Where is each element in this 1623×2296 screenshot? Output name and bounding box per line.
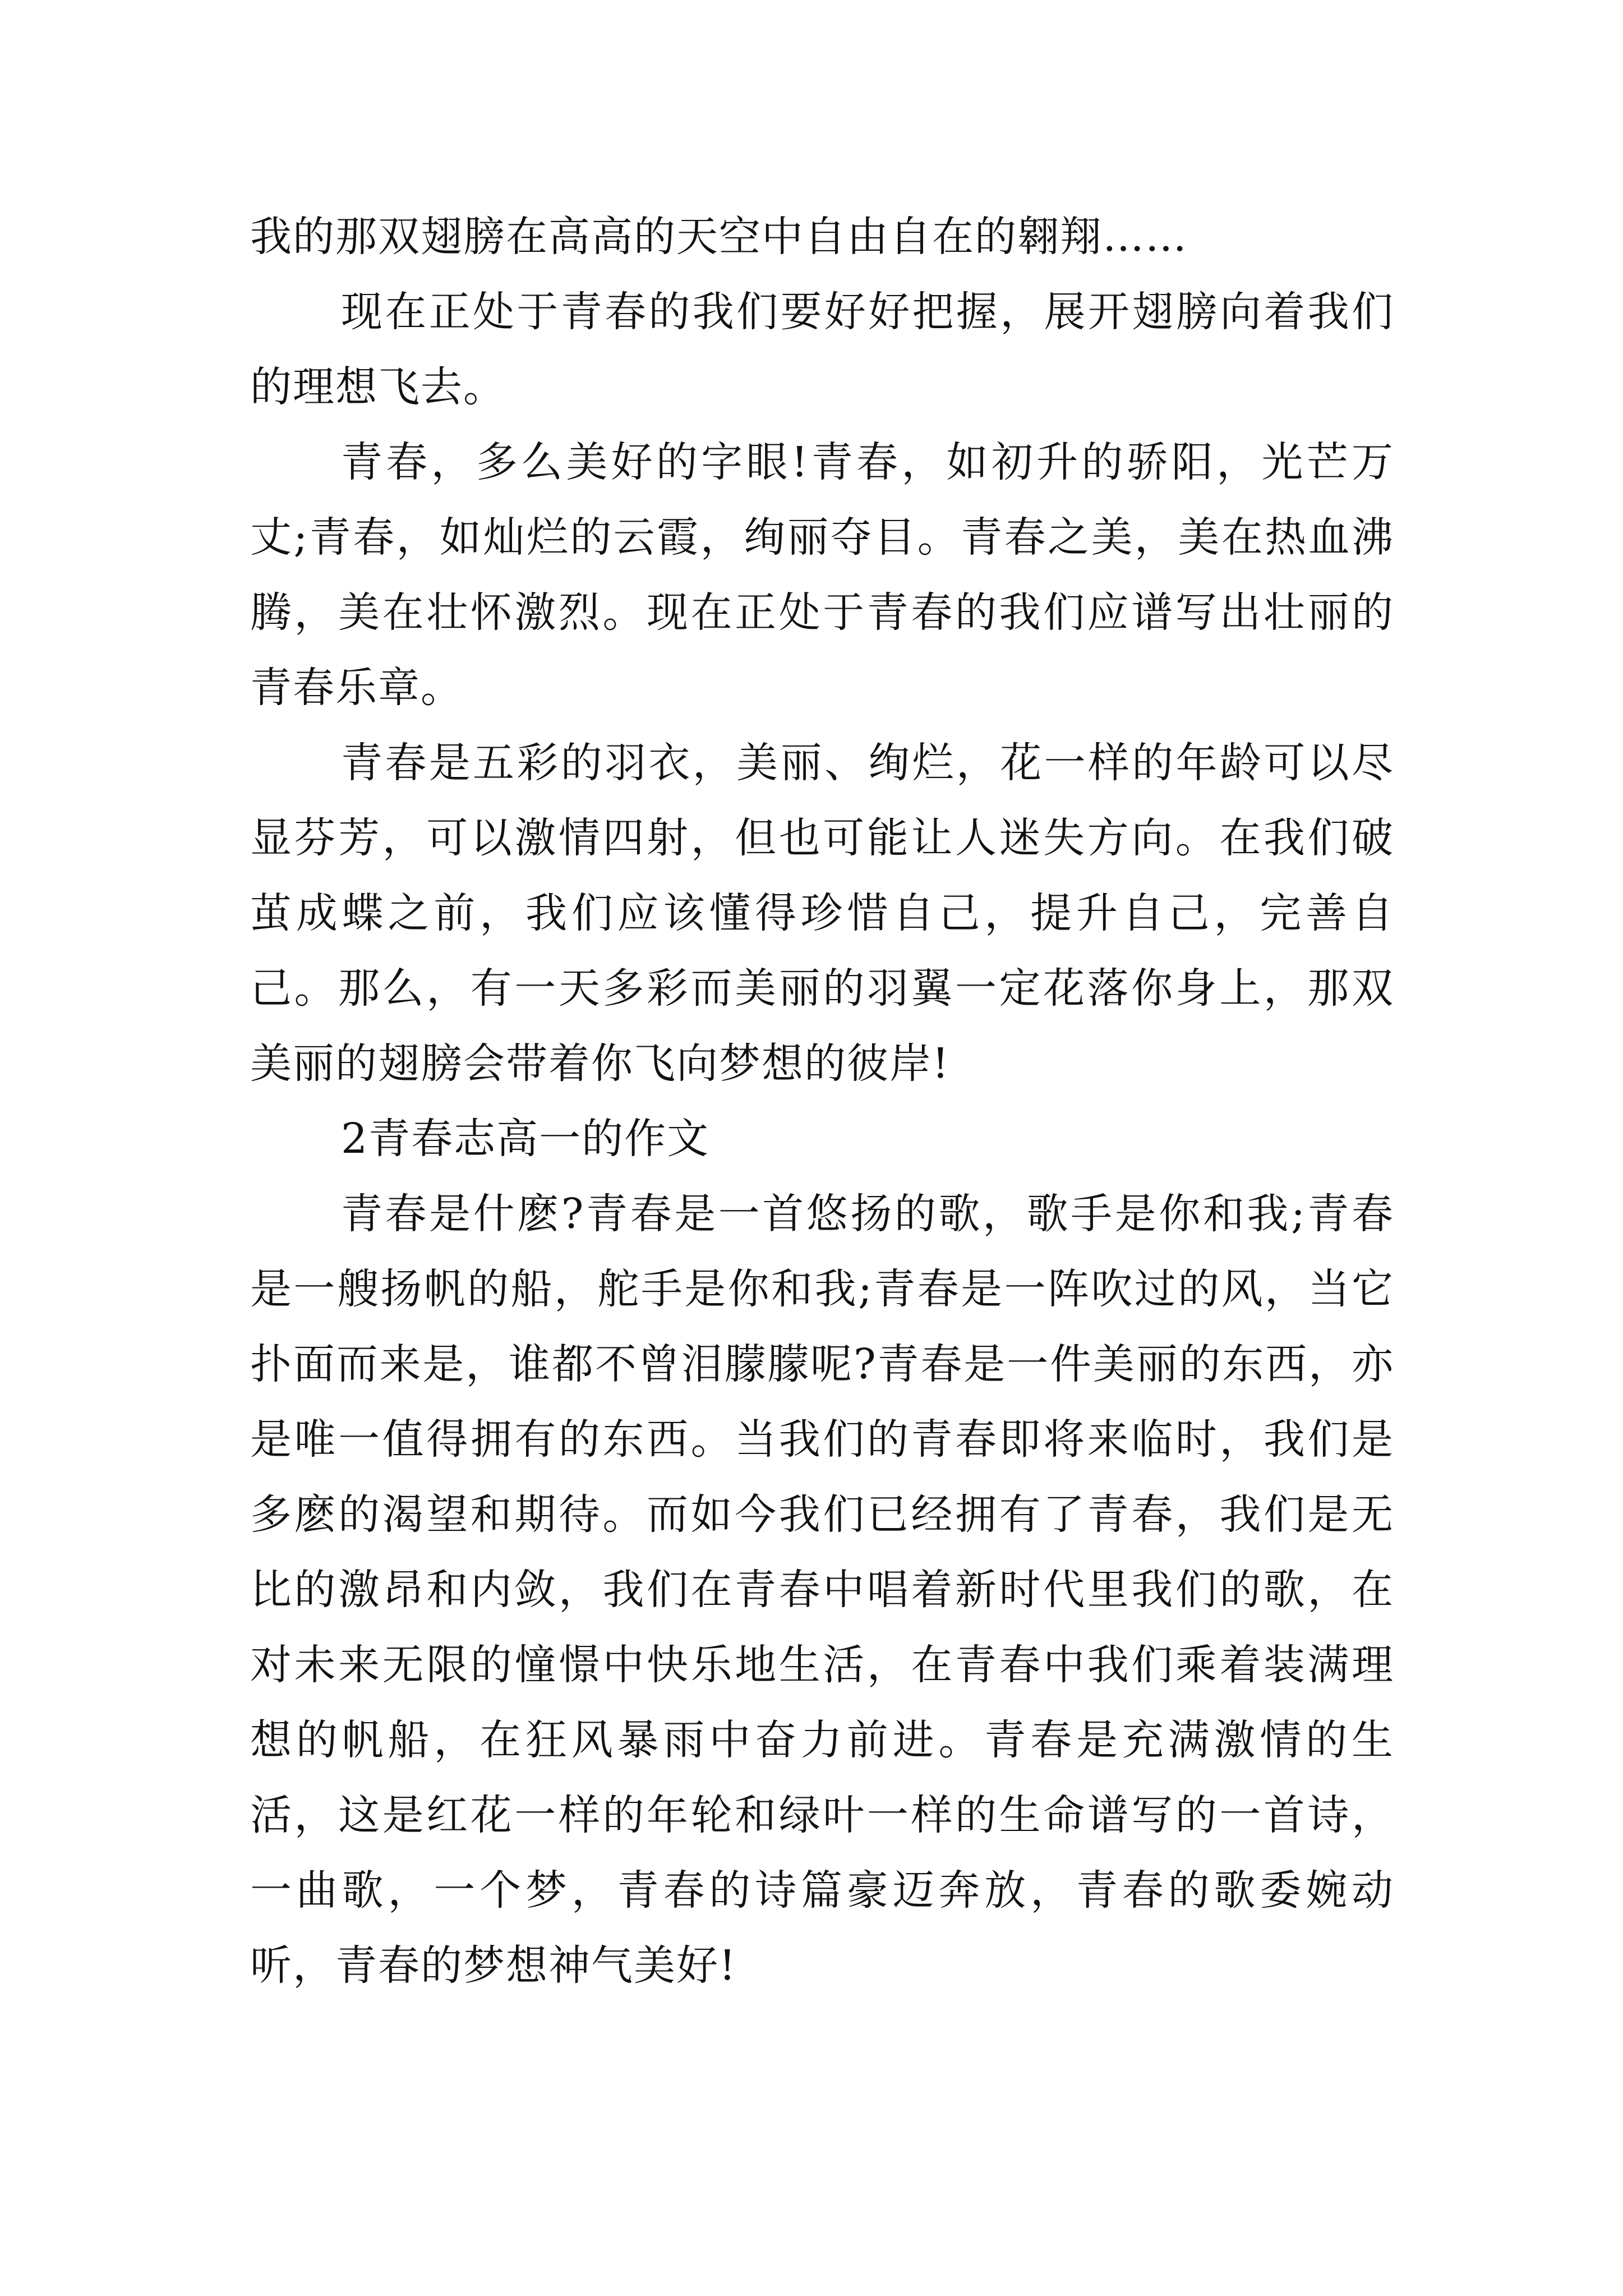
document-body bbox=[250, 199, 1394, 2003]
paragraph-1: 我的那双翅膀在高高的天空中自由自在的翱翔…… bbox=[250, 213, 1188, 261]
paragraph-5: 青春是什麽?青春是一首悠扬的歌，歌手是你和我;青春是一艘扬帆的船，舵手是你和我;青春是一阵吹过的风，当它扑面而来是，谁都不曾泪朦朦呢?青春是一件美丽的东西，亦是唯一值得拥有的东西。当我们的青春即将来临时，我们是多麽的渴望和期待。而如今我们已经拥有了青春，我们是无比的激昂和内敛，我们在青春中唱着新时代里我们的歌，在对未来无限的憧憬中快乐地生活，在青春中我们乘着装满理想的帆船，在狂风暴雨中奋力前进。青春是充满激情的生活，这是红花一样的年轮和绿叶一样的生命谱写的一首诗，一曲歌，一个梦，青春的诗篇豪迈奔放，青春的歌委婉动听，青春的梦想神气美好! bbox=[250, 1190, 1394, 1990]
paragraph-4: 青春是五彩的羽衣，美丽、绚烂，花一样的年龄可以尽显芬芳，可以激情四射，但也可能让人迷失方向。在我们破茧成蝶之前，我们应该懂得珍惜自己，提升自己，完善自己。那么，有一天多彩而美丽的羽翼一定花落你身上，那双美丽的翅膀会带着你飞向梦想的彼岸! bbox=[250, 739, 1394, 1088]
section-heading: 2青春志高一的作文 bbox=[341, 1115, 710, 1163]
paragraph-3: 青春，多么美好的字眼!青春，如初升的骄阳，光芒万丈;青春，如灿烂的云霞，绚丽夺目。青春之美，美在热血沸腾，美在壮怀激烈。现在正处于青春的我们应谱写出壮丽的青春乐章。 bbox=[250, 438, 1394, 712]
paragraph-2: 现在正处于青春的我们要好好把握，展开翅膀向着我们的理想飞去。 bbox=[250, 288, 1394, 411]
